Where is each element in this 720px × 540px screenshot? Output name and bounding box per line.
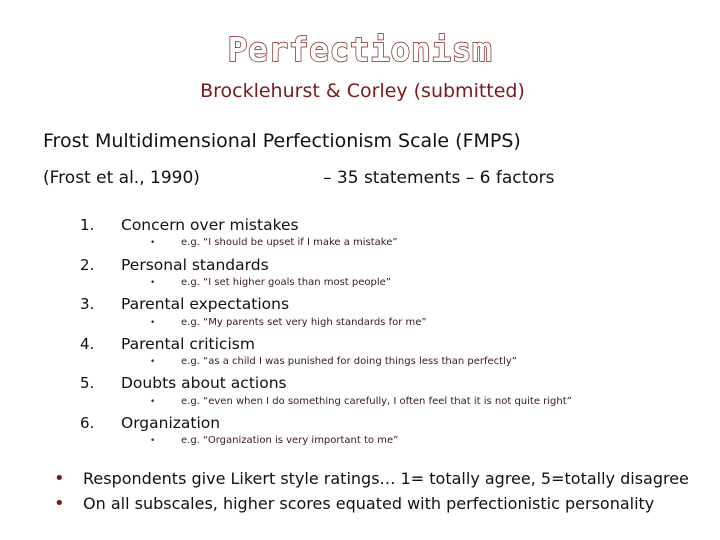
factor-example: e.g. “even when I do something carefully, I often feel that it is not quite right” (181, 396, 572, 407)
example-bullet: • (150, 318, 156, 328)
example-bullet: • (150, 238, 156, 248)
factor-number: 6. (80, 414, 95, 432)
factor-name: Organization (121, 414, 221, 432)
slide-title: Perfectionism (227, 30, 493, 69)
factor-example: e.g. “My parents set very high standards for me” (181, 317, 427, 328)
example-bullet: • (150, 278, 156, 288)
factor-number: 3. (80, 295, 95, 313)
summary-item: Respondents give Likert style ratings… 1= totally agree, 5=totally disagree (83, 469, 689, 488)
slide-subtitle: Brocklehurst & Corley (submitted) (200, 80, 525, 102)
factor-example: e.g. “I set higher goals than most people” (181, 277, 391, 288)
summary-bullet: • (54, 468, 65, 489)
factor-name: Personal standards (121, 256, 269, 274)
citation: (Frost et al., 1990) (43, 168, 200, 188)
example-bullet: • (150, 397, 156, 407)
statement-factor-counts: – 35 statements – 6 factors (323, 168, 555, 188)
factor-number: 1. (80, 216, 95, 234)
factor-number: 4. (80, 335, 95, 353)
example-bullet: • (150, 357, 156, 367)
summary-item: On all subscales, higher scores equated with perfectionistic personality (83, 494, 655, 513)
factor-name: Parental criticism (121, 335, 255, 353)
factor-name: Doubts about actions (121, 374, 287, 392)
factor-example: e.g. “as a child I was punished for doing things less than perfectly” (181, 356, 517, 367)
scale-name: Frost Multidimensional Perfectionism Scale (FMPS) (43, 130, 521, 152)
factor-name: Concern over mistakes (121, 216, 299, 234)
summary-bullet: • (54, 493, 65, 514)
factor-example: e.g. “Organization is very important to me” (181, 435, 399, 446)
factor-number: 5. (80, 374, 95, 392)
factor-name: Parental expectations (121, 295, 290, 313)
factor-example: e.g. “I should be upset if I make a mistake” (181, 237, 398, 248)
example-bullet: • (150, 436, 156, 446)
factor-number: 2. (80, 256, 95, 274)
